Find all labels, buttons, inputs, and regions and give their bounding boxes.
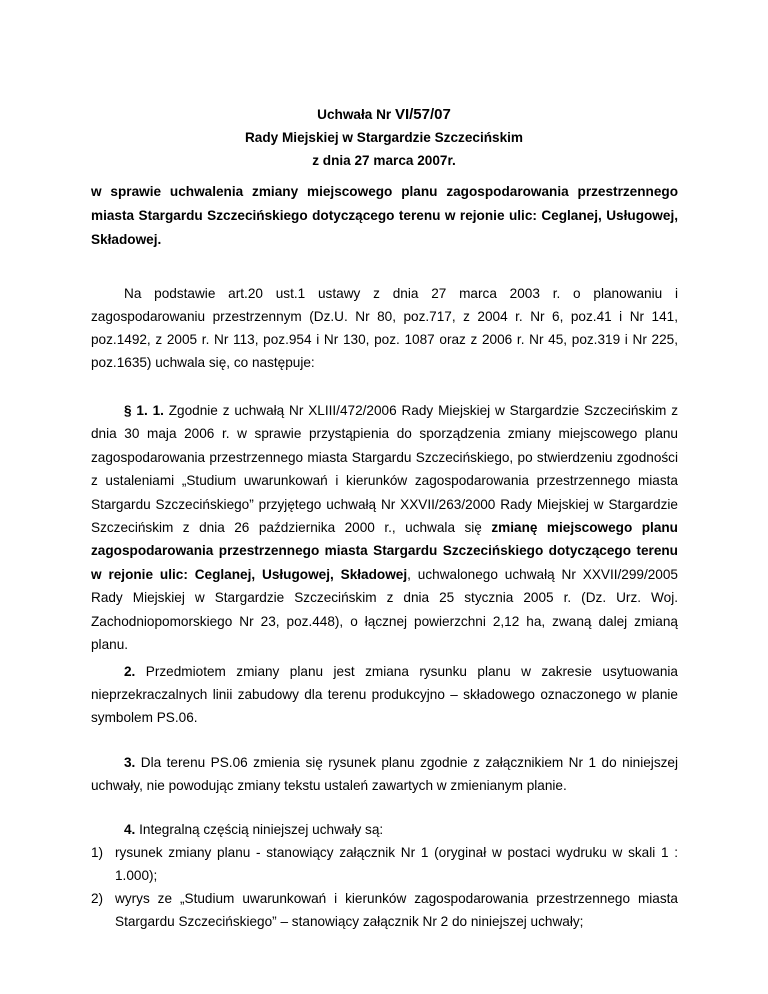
point-2-label: 2. bbox=[124, 664, 136, 679]
attachments-list bbox=[91, 841, 678, 933]
section-1-label: § 1. 1. bbox=[124, 403, 164, 418]
resolution-title: Uchwała Nr VI/57/07 bbox=[317, 106, 451, 123]
preamble: Na podstawie art.20 ust.1 ustawy z dnia 27 marca 2003 r. o planowaniu i zagospodarowaniu przestrzennym (Dz.U. Nr 80, poz.717, z 2004 r. Nr 6, poz.41 i Nr 141, poz.1492, z 2005 r. Nr 113, poz.954 i Nr 130, poz. 1087 oraz z 2006 r. Nr 45, poz.319 i Nr 225, poz.1635) uchwala się, co następuje: bbox=[91, 286, 678, 370]
list-item bbox=[91, 841, 678, 887]
section-1-paragraph: § 1. 1. Zgodnie z uchwałą Nr XLIII/472/2006 Rady Miejskiej w Stargardzie Szczecińskim z dnia 30 maja 2006 r. w sprawie przystąpienia do sporządzenia zmiany miejscowego planu zagospodarowania przestrzennego miasta Stargardu Szczecińskiego, po stwierdzeniu zgodności z ustaleniami „Studium uwarunkowań i kierunków zagospodarowania przestrzennego miasta Stargardu Szczecińskiego” przyjętego uchwałą Nr XXVII/263/2000 Rady Miejskiej w Stargardzie Szczecińskim z dnia 26 października 2000 r., uchwala się zmianę miejscowego planu zagospodarowania przestrzennego miasta Stargardu Szczecińskiego dotyczącego terenu w rejonie ulic: Ceglanej, Usługowej, Składowej, uchwalonego uchwałą Nr XXVII/299/2005 Rady Miejskiej w Stargardzie Szczecińskim z dnia 25 stycznia 2005 r. (Dz. Urz. Woj. Zachodniopomorskiego Nr 23, poz.448), o łącznej powierzchni 2,12 ha, zwaną dalej zmianą planu. bbox=[91, 403, 678, 653]
point-2-paragraph: 2. Przedmiotem zmiany planu jest zmiana rysunku planu w zakresie usytuowania nieprzekraczalnych linii zabudowy dla terenu produkcyjno – składowego oznaczonego w planie symbolem PS.06. bbox=[91, 664, 678, 725]
list-item-number: 2) bbox=[91, 891, 104, 906]
section-1-bold-subject: zmianę miejscowego planu zagospodarowania przestrzennego miasta Stargardu Szczecińskiego dotyczącego terenu w rejonie ulic: Ceglanej, Usługowej, Składowej bbox=[91, 520, 678, 582]
resolution-subject: w sprawie uchwalenia zmiany miejscowego planu zagospodarowania przestrzennego miasta Stargardu Szczecińskiego dotyczącego terenu w rejonie ulic: Ceglanej, Usługowej, Składowej. bbox=[91, 184, 678, 247]
point-3-paragraph: 3. Dla terenu PS.06 zmienia się rysunek planu zgodnie z załącznikiem Nr 1 do niniejszej uchwały, nie powodując zmiany tekstu ustaleń zawartych w zmienianym planie. bbox=[91, 755, 678, 793]
point-4-intro: 4. Integralną częścią niniejszej uchwały są: bbox=[124, 822, 384, 837]
list-item-text: rysunek zmiany planu - stanowiący załącznik Nr 1 (oryginał w postaci wydruku w skali 1 : 1.000); bbox=[115, 845, 678, 883]
resolution-number: VI/57/07 bbox=[394, 106, 451, 123]
list-item bbox=[91, 887, 678, 933]
resolution-date: z dnia 27 marca 2007r. bbox=[312, 153, 456, 168]
list-item-number: 1) bbox=[91, 845, 104, 860]
point-4-label: 4. bbox=[124, 822, 136, 837]
council-name: Rady Miejskiej w Stargardzie Szczecińskim bbox=[244, 130, 524, 145]
point-3-label: 3. bbox=[124, 755, 136, 770]
list-item-text: wyrys ze „Studium uwarunkowań i kierunków zagospodarowania przestrzennego miasta Stargardu Szczecińskiego” – stanowiący załącznik Nr 2 do niniejszej uchwały; bbox=[115, 891, 678, 929]
